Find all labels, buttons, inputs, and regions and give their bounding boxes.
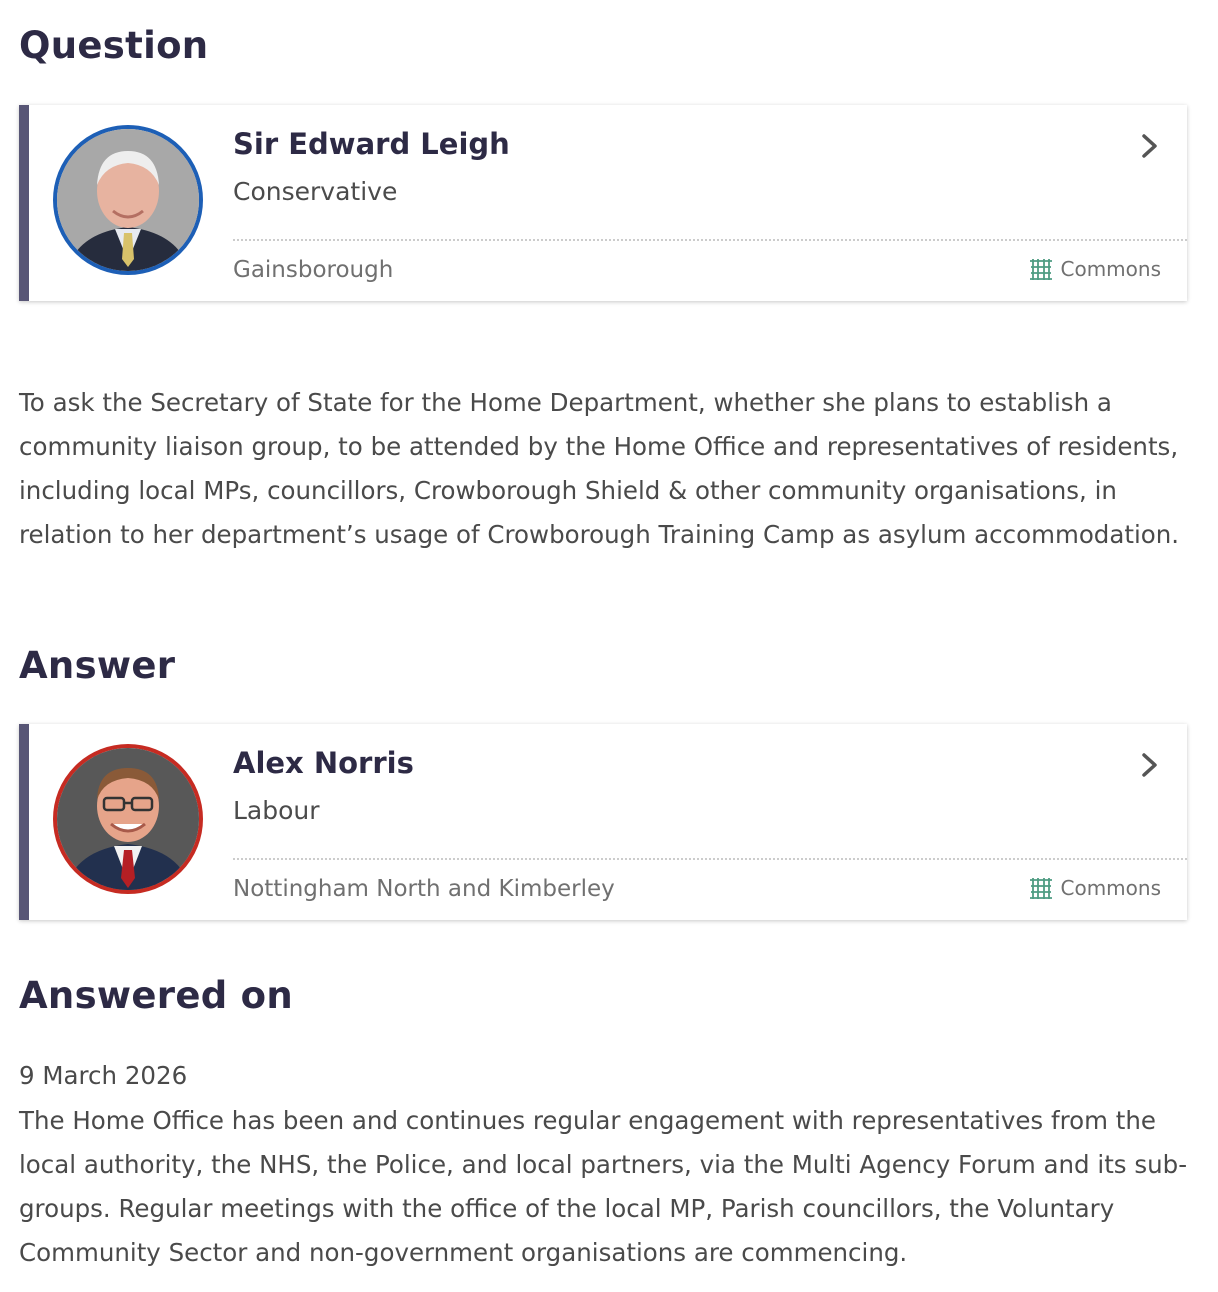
member-photo xyxy=(57,748,199,890)
member-party: Conservative xyxy=(233,177,398,206)
avatar xyxy=(53,125,203,275)
house-label xyxy=(1029,876,1162,900)
question-text: To ask the Secretary of State for the Home Department, whether she plans to establish a community liaison group, to be attended by the Home Office and representatives of residents, including local MPs, councillors, Crowborough Shield & other community organisations, in relation to her department’s usage of Crowborough Training Camp as asylum accommodation. xyxy=(19,388,1180,549)
answered-on-heading: Answered on xyxy=(19,974,294,1017)
member-name[interactable]: Sir Edward Leigh xyxy=(233,127,510,161)
portcullis-icon xyxy=(1029,876,1053,900)
answer-member-card[interactable] xyxy=(19,724,1187,920)
house-name: Commons xyxy=(1060,257,1161,281)
question-heading: Question xyxy=(19,24,209,67)
house-label xyxy=(1029,257,1162,281)
member-party: Labour xyxy=(233,796,320,825)
answer-text: The Home Office has been and continues regular engagement with representatives from the local authority, the NHS, the Police, and local partners, via the Multi Agency Forum and its sub-groups. Regular meetings with the office of the local MP, Parish councillors, the Voluntary Community Sector and non-government organisations are commencing. xyxy=(19,1106,1188,1267)
member-photo xyxy=(57,129,199,271)
house-name: Commons xyxy=(1060,876,1161,900)
answer-date: 9 March 2026 xyxy=(19,1061,188,1090)
divider xyxy=(233,239,1187,241)
member-constituency: Gainsborough xyxy=(233,257,394,283)
member-constituency: Nottingham North and Kimberley xyxy=(233,876,615,902)
divider xyxy=(233,858,1187,860)
answer-heading: Answer xyxy=(19,644,176,687)
chevron-right-icon[interactable] xyxy=(1139,752,1161,778)
chevron-right-icon[interactable] xyxy=(1139,133,1161,159)
question-member-card[interactable] xyxy=(19,105,1187,301)
member-name[interactable]: Alex Norris xyxy=(233,746,414,780)
portcullis-icon xyxy=(1029,257,1053,281)
avatar xyxy=(53,744,203,894)
